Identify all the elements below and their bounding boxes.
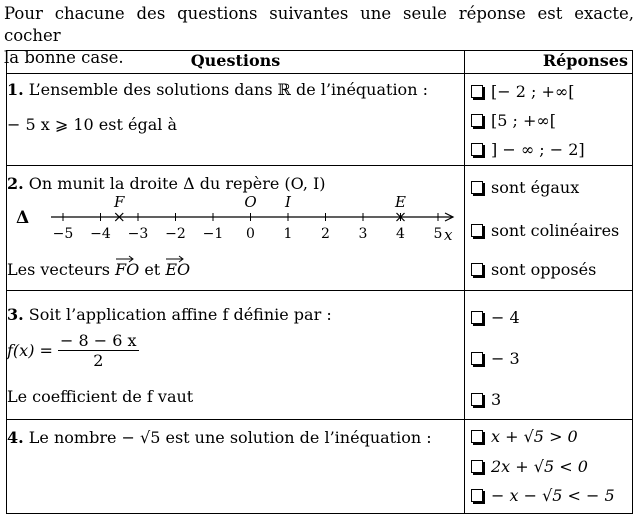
function-fraction	[58, 331, 139, 370]
answer-1b[interactable]	[471, 111, 556, 130]
question-row-4	[7, 420, 632, 513]
answer-2c-label: sont opposés	[491, 260, 597, 279]
answer-3a-label: − 4	[491, 308, 520, 327]
answer-3a[interactable]	[471, 308, 520, 327]
question-1-text: L’ensemble des solutions dans ℝ de l’inéquation :	[28, 80, 428, 99]
question-4-cell	[7, 420, 465, 513]
tick-label: 0	[246, 226, 255, 242]
checkbox-2a[interactable]	[471, 181, 483, 194]
question-2-number: 2.	[7, 174, 24, 193]
vectors-statement: Les vecteurs FO et EO	[7, 260, 190, 279]
instructions-line1: Pour chacune des questions suivantes une seule réponse est exacte, cocher	[4, 4, 634, 45]
number-line	[1, 196, 461, 246]
answer-4b-label: 2x + √5 < 0	[491, 457, 588, 476]
qcm-table	[6, 50, 633, 514]
answers-4-cell	[465, 420, 632, 513]
tick-label: −3	[127, 226, 149, 242]
answer-4a-label: x + √5 > 0	[491, 427, 578, 446]
question-row-2	[7, 166, 632, 291]
question-1-cell	[7, 74, 465, 166]
tick-label: −2	[165, 226, 186, 242]
answer-1c[interactable]	[471, 140, 585, 159]
question-2-statement	[7, 174, 326, 193]
tick-label: 3	[358, 226, 368, 242]
answer-4a[interactable]	[471, 427, 578, 446]
answers-2-cell	[465, 166, 632, 291]
answers-1-cell	[465, 74, 632, 166]
question-4-text: Le nombre − √5 est une solution de l’inéquation :	[28, 428, 432, 447]
tick-label: 4	[396, 226, 405, 242]
question-4-statement	[7, 428, 432, 447]
function-lhs: f(x) =	[7, 341, 53, 360]
checkbox-2b[interactable]	[471, 224, 483, 237]
coefficient-statement: Le coefficient de f vaut	[7, 387, 194, 406]
checkbox-4c[interactable]	[471, 489, 483, 502]
function-definition	[7, 331, 139, 370]
question-3-text: Soit l’application affine f définie par :	[28, 305, 332, 324]
checkbox-3c[interactable]	[471, 393, 483, 406]
answer-3b-label: − 3	[491, 349, 520, 368]
answer-3c[interactable]	[471, 390, 501, 409]
answer-1c-label: ] − ∞ ; − 2]	[491, 140, 585, 159]
answer-1b-label: [5 ; +∞[	[491, 111, 556, 130]
question-row-3	[7, 291, 632, 420]
question-4-number: 4.	[7, 428, 24, 447]
header-reponses: Réponses	[465, 51, 632, 74]
answer-3b[interactable]	[471, 349, 520, 368]
question-3-cell	[7, 291, 465, 420]
answer-1a[interactable]	[471, 82, 574, 101]
tick-label: 2	[321, 226, 330, 242]
answer-2b[interactable]	[471, 221, 619, 240]
question-2-cell	[7, 166, 465, 291]
checkbox-3b[interactable]	[471, 352, 483, 365]
checkbox-2c[interactable]	[471, 263, 483, 276]
point-label-F: F	[114, 196, 125, 211]
table-header	[7, 51, 632, 74]
point-label-I: I	[285, 196, 291, 211]
checkbox-4b[interactable]	[471, 460, 483, 473]
answer-2c[interactable]	[471, 260, 596, 279]
tick-label: −4	[90, 226, 111, 242]
checkbox-3a[interactable]	[471, 311, 483, 324]
checkbox-1c[interactable]	[471, 143, 483, 156]
question-2-text: On munit la droite Δ du repère (O, I)	[28, 174, 326, 193]
fraction-denominator: 2	[93, 351, 104, 370]
answer-4c-label: − x − √5 < − 5	[491, 486, 615, 505]
axis-label: Δ	[16, 208, 30, 228]
answer-4c[interactable]	[471, 486, 615, 505]
question-3-number: 3.	[7, 305, 24, 324]
question-1-statement	[7, 80, 428, 99]
answer-3c-label: 3	[491, 390, 502, 409]
header-questions: Questions	[7, 51, 465, 74]
question-3-statement	[7, 305, 332, 324]
instructions-line2: la bonne case.	[4, 48, 124, 67]
checkbox-1b[interactable]	[471, 114, 483, 127]
answer-2a-label: sont égaux	[491, 178, 580, 197]
tick-label: 5	[433, 226, 443, 242]
tick-label: −5	[52, 226, 74, 242]
answer-4b[interactable]	[471, 457, 588, 476]
checkbox-4a[interactable]	[471, 430, 483, 443]
answers-3-cell	[465, 291, 632, 420]
question-1-expression: − 5 x ⩾ 10 est égal à	[7, 115, 177, 134]
point-label-E: E	[395, 196, 406, 211]
fraction-numerator: − 8 − 6 x	[60, 331, 137, 350]
answer-1a-label: [− 2 ; +∞[	[491, 82, 575, 101]
question-row-1	[7, 74, 632, 166]
answer-2b-label: sont colinéaires	[491, 221, 620, 240]
tick-label: 1	[283, 226, 293, 242]
axis-variable: x	[444, 226, 453, 244]
tick-label: −1	[202, 226, 224, 242]
checkbox-1a[interactable]	[471, 85, 483, 98]
point-label-O: O	[244, 196, 257, 211]
answer-2a[interactable]	[471, 178, 579, 197]
question-1-number: 1.	[7, 80, 24, 99]
